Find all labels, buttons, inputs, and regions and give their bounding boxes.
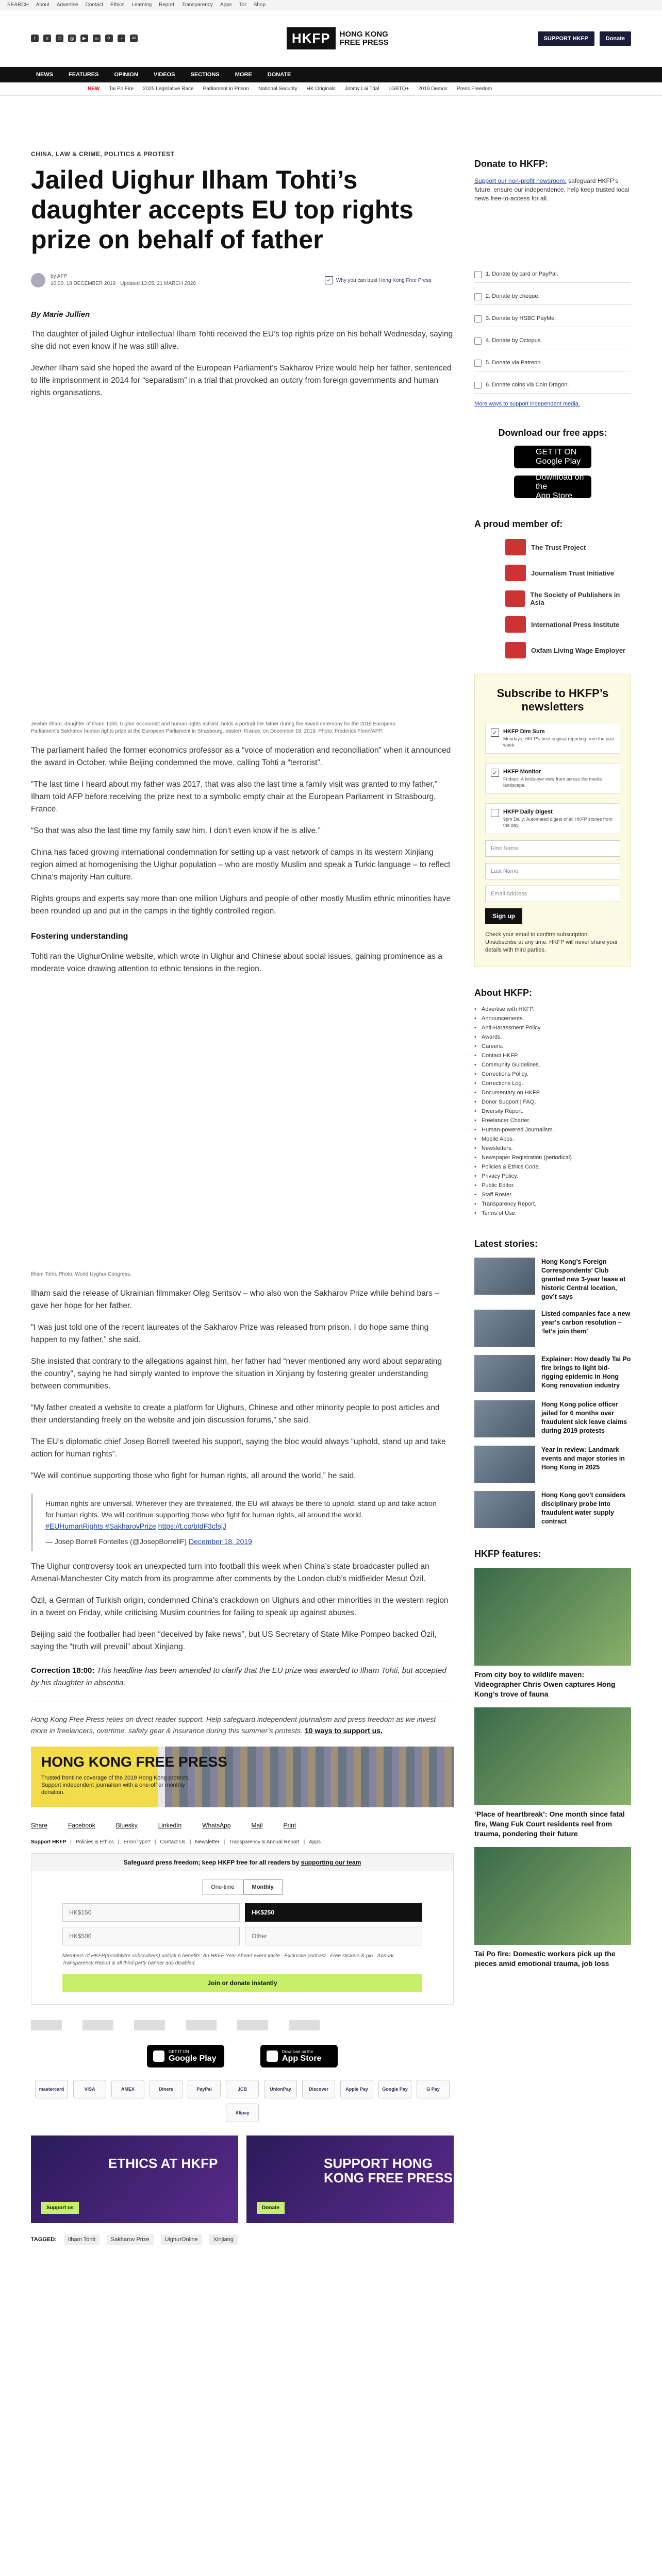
frequency-toggle xyxy=(62,1879,422,1895)
story-title: Explainer: How deadly Tai Po fire brings to light bid-rigging epidemic in Hong Kong renovation industry xyxy=(541,1355,631,1389)
about-link[interactable]: • Mobile Apps. xyxy=(474,1134,631,1144)
tag[interactable]: UighurOnline xyxy=(161,2234,202,2245)
newsletter-desc: Mondays: HKFP’s best original reporting from the past week. xyxy=(503,736,615,748)
newsletter-signup xyxy=(474,674,631,967)
x-icon[interactable]: X xyxy=(43,35,51,42)
partner-logo xyxy=(134,2020,165,2030)
payment-method: UnionPay xyxy=(264,2080,297,2098)
google-play-badge[interactable] xyxy=(514,446,591,468)
trust-project-icon xyxy=(505,539,526,555)
tag[interactable]: Xinjiang xyxy=(209,2234,238,2245)
payment-method: G Pay xyxy=(417,2080,450,2098)
rss-icon[interactable]: ◔ xyxy=(118,35,125,42)
signup-button[interactable]: Sign up xyxy=(485,908,522,924)
story-title: Hong Kong gov’t considers disciplinary probe into fraudulent water supply contract xyxy=(541,1492,626,1525)
byline-author[interactable]: by AFP xyxy=(51,274,68,279)
facebook-icon[interactable]: f xyxy=(31,35,39,42)
embedded-tweet xyxy=(31,1494,454,1551)
apple-icon xyxy=(267,2050,278,2062)
donate-option[interactable]: 6. Donate coins via Coin Dragon. xyxy=(474,377,631,394)
donate-head-text: Safeguard press freedom; keep HKFP free for all readers by xyxy=(123,1859,300,1866)
partner-logo xyxy=(237,2020,268,2030)
member-benefits: Members of HKFP(monthly/or subscribers) unlock 6 benefits: An HKFP Year Ahead event invite · Exclusive podcast · Free stickers & pin · Annual Transparency Report & all third-party banner ads disabled. xyxy=(62,1953,393,1966)
paragraph: “We will continue supporting those who fight for human rights, all around the world,” he said. xyxy=(31,1471,356,1480)
nav-features[interactable]: FEATURES xyxy=(69,72,99,78)
feature-story[interactable] xyxy=(474,1568,631,1699)
trending-link[interactable]: Parliament in Prison xyxy=(203,86,250,92)
share-linkedin[interactable]: LinkedIn xyxy=(158,1822,182,1829)
payment-method: PayPal xyxy=(188,2080,221,2098)
newsletter-title: Subscribe to HKFP’s newsletters xyxy=(496,687,609,713)
membership-name: Oxfam Living Wage Employer xyxy=(531,646,626,654)
about-link[interactable]: • Anti-Harassment Policy. xyxy=(474,1023,631,1032)
topbar-about[interactable]: About xyxy=(36,2,49,8)
payment-method: Apple Pay xyxy=(340,2080,373,2098)
newsletter-option[interactable] xyxy=(485,723,620,754)
newsletter-name: HKFP Dim Sum xyxy=(503,728,545,735)
sopa-icon xyxy=(505,590,525,607)
support-note-text: Hong Kong Free Press relies on direct reader support. Help safeguard independent journalism and press freedom as we invest more in freelancers, overtime, safety gear & insurance during this summer’s protests. xyxy=(31,1715,436,1735)
sidebar-latest xyxy=(474,1239,631,1528)
paragraph: Tohti ran the UighurOnline website, which wrote in Uighur and Chinese about social issues, gaining prominence as a moderate voice drawing attention to ethnic tensions in the region. xyxy=(31,952,442,973)
page-body xyxy=(0,96,662,2245)
site-header xyxy=(0,10,662,67)
toggle-monthly[interactable]: Monthly xyxy=(243,1879,283,1895)
badge-large-text: Google Play xyxy=(169,2054,217,2063)
sidebar-heading: HKFP features: xyxy=(474,1549,541,1559)
last-name-input[interactable]: Last Name xyxy=(485,863,620,879)
support-banner[interactable] xyxy=(31,1747,454,1807)
payment-method: JCB xyxy=(226,2080,259,2098)
policy-link[interactable]: Transparency & Annual Report xyxy=(229,1839,300,1845)
join-donate-button[interactable]: Join or donate instantly xyxy=(62,1974,422,1992)
article-image-2 xyxy=(31,995,454,1268)
amount-option-other[interactable]: Other xyxy=(245,1927,422,1945)
paragraph: “The last time I heard about my father was 2017, that was also the last time a family visit was granted to my father,” Ilham told AFP before receiving the prize next to a symbolic empty chair at the European Parliament in Strasbourg, France. xyxy=(31,780,438,814)
paragraph: Özil, a German of Turkish origin, condemned China’s crackdown on Uighurs and other minorities in the western region in a tweet on Friday, while criticising Muslim countries for failing to speak up against abuses. xyxy=(31,1596,449,1617)
main-nav xyxy=(0,67,662,82)
tweet-url[interactable]: https://t.co/bIdF3cfsjJ xyxy=(158,1522,226,1530)
latest-story[interactable] xyxy=(474,1355,631,1392)
topbar-ethics[interactable]: Ethics xyxy=(110,2,125,8)
badge-small-text: GET IT ON xyxy=(536,448,577,456)
article-category[interactable]: CHINA, LAW & CRIME, POLITICS & PROTEST xyxy=(31,150,175,158)
promo-ethics[interactable] xyxy=(31,2136,238,2223)
trending-link[interactable]: National Security xyxy=(258,86,297,92)
share-label: Share xyxy=(31,1822,48,1829)
donate-lead-link[interactable]: Support our non-profit newsroom: xyxy=(474,177,567,184)
tweet-text: Human rights are universal. Wherever they are threatened, the EU will always be there to uphold, stand up and take action for human rights. We will continue supporting those who fight for human rights, all around the world. xyxy=(45,1499,437,1519)
feature-image xyxy=(474,1847,631,1945)
about-link[interactable]: • Corrections Policy. xyxy=(474,1070,631,1079)
share-print[interactable]: Print xyxy=(283,1822,296,1829)
newsletter-desc: Fridays: A birds-eye view from across the media landscape. xyxy=(503,776,602,788)
paragraph: Beijing said the footballer had been “deceived by fake news”, but US Secretary of State Mike Pompeo backed Özil, saying the “truth will prevail” about Xinjiang. xyxy=(31,1630,437,1651)
about-link[interactable]: • Privacy Policy. xyxy=(474,1172,631,1181)
author-avatar xyxy=(31,273,45,287)
about-link[interactable]: • Newspaper Registration (periodical). xyxy=(474,1153,631,1162)
feature-story[interactable] xyxy=(474,1847,631,1969)
article-title: Jailed Uighur Ilham Tohti’s daughter accepts EU top rights prize on behalf of father xyxy=(31,165,413,254)
membership-name: Journalism Trust Initiative xyxy=(531,569,615,577)
trust-link[interactable] xyxy=(325,276,432,284)
partner-logo xyxy=(186,2020,217,2030)
image-caption-2: Ilham Tohti. Photo: World Uyghur Congress. xyxy=(31,1272,131,1277)
paragraph: “I was just told one of the recent laureates of the Sakharov Prize was released from prison. I do hope same thing happen to my father,” she said. xyxy=(31,1323,429,1344)
payment-method: mastercard xyxy=(35,2080,68,2098)
about-link[interactable]: • Corrections Log. xyxy=(474,1079,631,1088)
jti-icon xyxy=(505,565,526,581)
telegram-icon[interactable]: ✈ xyxy=(105,35,113,42)
donate-button[interactable]: Donate xyxy=(600,31,631,46)
paragraph: She insisted that contrary to the allegations against him, her father had “never mentioned any word about separating the country”, saying he had simply wanted to improve the situation in Xinjiang by fostering greater understanding between communities. xyxy=(31,1357,442,1391)
badge-large-text: App Store xyxy=(536,492,573,500)
donate-option[interactable]: 4. Donate by Octopus. xyxy=(474,332,631,349)
app-badges xyxy=(31,2045,454,2067)
about-link[interactable]: • Staff Roster. xyxy=(474,1190,631,1199)
story-thumbnail xyxy=(474,1491,535,1528)
share-whatsapp[interactable]: WhatsApp xyxy=(202,1822,231,1829)
badge-small-text: Download on the xyxy=(536,473,584,491)
latest-story[interactable] xyxy=(474,1446,631,1483)
story-thumbnail xyxy=(474,1258,535,1295)
image-caption-1: Jewher Ilham, daughter of Ilham Tohti, Uighur economist and human rights activist, holds a portrait her father during the award ceremony for the 2019 European Parliament’s Sakharov human rights prize at the European Parliament in Strasbourg, eastern France, on December 18, 2019. Photo: Frederick Florin/AFP. xyxy=(31,721,395,734)
google-play-badge[interactable] xyxy=(147,2045,224,2067)
policy-link[interactable]: Apps xyxy=(309,1839,321,1845)
checkbox-checked-icon[interactable]: ✓ xyxy=(491,728,499,737)
donate-lead xyxy=(474,177,631,203)
latest-story[interactable] xyxy=(474,1400,631,1437)
tweet-links xyxy=(45,1520,441,1532)
donate-option[interactable]: 3. Donate by HSBC PayMe. xyxy=(474,310,631,327)
policy-links: Support HKFP | Policies & Ethics | Error/Typo? | Contact Us | Newsletter | Transparency & Annual Report | Apps xyxy=(31,1839,321,1845)
donate-option[interactable]: 2. Donate by cheque. xyxy=(474,288,631,305)
story-thumbnail xyxy=(474,1310,535,1347)
topbar-apps[interactable]: Apps xyxy=(220,2,232,8)
trending-link[interactable]: 2019 Demos xyxy=(418,86,448,92)
shield-icon: ✓ xyxy=(325,276,333,284)
feature-image xyxy=(474,1568,631,1666)
paragraph: The parliament hailed the former economics professor as a “voice of moderation and reconciliation” when it announced the award in October, while Beijing condemned the move, calling Tohti a “terrorist”. xyxy=(31,746,451,767)
site-logo[interactable] xyxy=(287,27,389,49)
policy-link[interactable]: Contact Us xyxy=(160,1839,186,1845)
email-input[interactable]: Email Address xyxy=(485,886,620,902)
email-icon[interactable]: ✉ xyxy=(130,35,138,42)
payment-method: VISA xyxy=(73,2080,106,2098)
amount-option[interactable]: HK$150 xyxy=(62,1903,240,1922)
about-link[interactable]: • Terms of Use. xyxy=(474,1209,631,1218)
sidebar-features xyxy=(474,1549,631,1969)
about-link[interactable]: • Awards. xyxy=(474,1032,631,1042)
nav-donate[interactable]: DONATE xyxy=(267,72,291,78)
search-link[interactable]: SEARCH xyxy=(7,2,29,8)
feature-title: ‘Place of heartbreak’: One month since fatal fire, Wang Fuk Court residents reel from trauma, pondering their future xyxy=(474,1810,625,1838)
donate-widget-body xyxy=(31,1871,453,2004)
story-title: Hong Kong’s Foreign Correspondents’ Club granted new 3-year lease at historic Central location, gov’t says xyxy=(541,1258,626,1300)
latest-story[interactable] xyxy=(474,1310,631,1347)
partner-logo xyxy=(31,2020,62,2030)
about-link[interactable]: • Announcements. xyxy=(474,1014,631,1023)
feature-story[interactable] xyxy=(474,1707,631,1839)
newsletter-desc: 9pm Daily: Automated digest of all HKFP stories from the day. xyxy=(503,817,613,828)
share-mail[interactable]: Mail xyxy=(251,1822,263,1829)
policy-link[interactable]: Error/Typo? xyxy=(123,1839,151,1845)
logo-line-1: HONG KONG xyxy=(339,29,388,39)
top-utility-bar xyxy=(0,0,662,10)
tag[interactable]: Ilham Tohti xyxy=(64,2234,100,2245)
paragraph: Rights groups and experts say more than one million Uighurs and people of other mostly Muslim ethnic minorities have been rounded up and put in the camps in the tightly controlled region. xyxy=(31,894,451,916)
partner-logo xyxy=(82,2020,113,2030)
app-store-badge[interactable] xyxy=(514,473,591,500)
feature-title: Tai Po fire: Domestic workers pick up the pieces amid emotional trauma, job loss xyxy=(474,1950,616,1968)
paragraph: China has faced growing international condemnation for setting up a vast network of camps in its western Xinjiang region aimed at homogenising the Uighur population – who are mostly Muslim and speak a Turkic language – to reflect China’s majority Han culture. xyxy=(31,848,451,882)
sidebar-donate xyxy=(474,159,631,407)
promo-title: SUPPORT HONG KONG FREE PRESS xyxy=(324,2156,453,2185)
promo-support[interactable] xyxy=(246,2136,454,2223)
tag[interactable]: Sakharov Prize xyxy=(107,2234,154,2245)
sidebar-heading: A proud member of: xyxy=(474,519,563,529)
topbar-advertise[interactable]: Advertise xyxy=(56,2,78,8)
checkbox-checked-icon[interactable]: ✓ xyxy=(491,769,499,777)
threads-icon[interactable]: @ xyxy=(68,35,76,42)
about-link[interactable]: • Donor Support | FAQ. xyxy=(474,1097,631,1107)
trending-link[interactable]: Jimmy Lai Trial xyxy=(344,86,379,92)
about-link[interactable]: • Freelancer Charter. xyxy=(474,1116,631,1125)
byline-dates: 10:00, 18 DECEMBER 2019 · Updated 13:05, 21 MARCH 2020 xyxy=(51,281,196,286)
nav-opinion[interactable]: OPINION xyxy=(114,72,138,78)
payment-method: AMEX xyxy=(111,2080,144,2098)
newsletter-name: HKFP Daily Digest xyxy=(503,809,553,815)
byline-meta xyxy=(51,273,196,287)
tweet-hashtags[interactable]: #EUHumanRights #SakharovPrize xyxy=(45,1522,156,1530)
donate-image xyxy=(474,209,631,261)
about-link[interactable]: • Newsletters. xyxy=(474,1144,631,1153)
newsletter-name: HKFP Monitor xyxy=(503,769,541,775)
newsletter-option[interactable] xyxy=(485,763,620,794)
about-link[interactable]: • Community Guidelines. xyxy=(474,1060,631,1070)
paragraph: The EU’s diplomatic chief Josep Borrell tweeted his support, saying the bloc would always “uphold, stand up and take action for human rights”. xyxy=(31,1437,446,1459)
about-link[interactable]: • Careers. xyxy=(474,1042,631,1051)
latest-story[interactable] xyxy=(474,1491,631,1528)
trending-link[interactable]: Tai Po Fire xyxy=(109,86,134,92)
nav-news[interactable]: NEWS xyxy=(36,72,53,78)
correction-text: This headline has been amended to clarify that the EU prize was awarded to Ilham Tohti, but accepted by his daughter in absentia. xyxy=(31,1666,446,1687)
payment-method: Discover xyxy=(302,2080,335,2098)
donate-option[interactable]: 5. Donate via Patreon. xyxy=(474,354,631,371)
banner-subtitle: Trusted frontline coverage of the 2019 Hong Kong protests. Support independent journalism with a one-off or monthly donation. xyxy=(41,1775,190,1795)
story-title: Year in review: Landmark events and major stories in Hong Kong in 2025 xyxy=(541,1446,625,1471)
checkbox-icon[interactable] xyxy=(491,809,499,817)
membership-name: International Press Institute xyxy=(531,620,620,629)
trending-link[interactable]: Press Freedom xyxy=(456,86,492,92)
about-link[interactable]: • Human-powered Journalism. xyxy=(474,1125,631,1134)
paragraph: Jewher Ilham said she hoped the award of the European Parliament’s Sakharov Prize would help her father, sentenced to life imprisonment in 2014 for “separatism” in a trial that provoked an outcry from foreign governments and human rights organisations. xyxy=(31,364,452,397)
about-link[interactable]: • Diversity Report. xyxy=(474,1107,631,1116)
donate-widget xyxy=(31,1853,454,2005)
toggle-one-time[interactable]: One-time xyxy=(202,1879,243,1895)
topbar-transparency[interactable]: Transparency xyxy=(181,2,213,8)
story-thumbnail xyxy=(474,1355,535,1392)
new-label: NEW xyxy=(88,86,100,92)
tags-label: TAGGED: xyxy=(31,2236,57,2243)
amount-option[interactable]: HK$500 xyxy=(62,1927,240,1945)
topbar-contact[interactable]: Contact xyxy=(85,2,103,8)
tweet-attribution xyxy=(45,1536,441,1547)
amount-option-selected[interactable]: HK$250 xyxy=(245,1903,422,1922)
payment-method: Alipay xyxy=(226,2104,259,2122)
membership-logo[interactable] xyxy=(474,642,631,658)
ipi-icon xyxy=(505,616,526,633)
tweet-author: — Josep Borrell Fontelles (@JosepBorrellF) xyxy=(45,1537,187,1546)
membership-logo[interactable] xyxy=(474,565,631,581)
social-icons xyxy=(31,35,138,42)
membership-logo[interactable] xyxy=(474,616,631,633)
payment-methods xyxy=(31,2080,454,2122)
newsletter-note: Check your email to confirm subscription. Unsubscribe at any time. HKFP will never share your details with third parties. xyxy=(485,931,618,953)
donate-head-link[interactable]: supporting our team xyxy=(301,1859,361,1866)
promo-banners xyxy=(31,2136,454,2223)
article-author: By Marie Jullien xyxy=(31,310,90,319)
partner-logos xyxy=(31,2020,454,2030)
support-hkfp-button[interactable]: SUPPORT HKFP xyxy=(538,31,594,46)
correction-label: Correction 18:00: xyxy=(31,1666,95,1675)
logo-line-2: FREE PRESS xyxy=(339,38,389,47)
sidebar-heading: Latest stories: xyxy=(474,1239,538,1249)
subheading: Fostering understanding xyxy=(31,932,128,941)
partner-logo xyxy=(289,2020,320,2030)
story-thumbnail xyxy=(474,1446,535,1483)
feature-title: From city boy to wildlife maven: Videographer Chris Owen captures Hong Kong’s trove of fauna xyxy=(474,1670,616,1698)
topbar-tor[interactable]: Tor xyxy=(239,2,246,8)
first-name-input[interactable]: First Name xyxy=(485,840,620,857)
banner-title: HONG KONG FREE PRESS xyxy=(41,1754,227,1770)
membership-name: The Trust Project xyxy=(531,543,586,551)
share-facebook[interactable]: Facebook xyxy=(68,1822,95,1829)
badge-large-text: Google Play xyxy=(536,457,581,466)
sidebar-memberships xyxy=(474,519,631,658)
story-title: Hong Kong police officer jailed for 6 months over fraudulent sick leave claims during 2019 protests xyxy=(541,1401,627,1434)
trending-link[interactable]: LGBTQ+ xyxy=(388,86,409,92)
more-ways-link[interactable]: More ways to support independent media. xyxy=(474,401,580,407)
about-link[interactable]: • Transparency Report. xyxy=(474,1199,631,1209)
play-store-icon xyxy=(153,2050,164,2062)
about-link[interactable]: • Public Editor. xyxy=(474,1181,631,1190)
sidebar-heading: Download our free apps: xyxy=(498,428,607,438)
promo-cta[interactable]: Donate xyxy=(257,2202,285,2214)
paragraph: “My father created a website to create a platform for Uighurs, Chinese and other minority people to post articles and their understanding freely on the website and join discussion forums,” she said. xyxy=(31,1403,440,1425)
paragraph: The daughter of jailed Uighur intellectual Ilham Tohti received the EU’s top rights prize on his behalf Wednesday, saying she did not even know if he was still alive. xyxy=(31,330,453,351)
youtube-icon[interactable]: ▶ xyxy=(80,35,88,42)
payment-method: Diners xyxy=(150,2080,183,2098)
tweet-date[interactable]: December 18, 2019 xyxy=(188,1537,252,1546)
logo-mark: HKFP xyxy=(287,27,336,49)
amount-options xyxy=(62,1903,422,1945)
story-thumbnail xyxy=(474,1400,535,1437)
badge-small-text: Download on the xyxy=(282,2049,313,2054)
correction-note xyxy=(31,1665,454,1689)
trust-link-label: Why you can trust Hong Kong Free Press xyxy=(336,277,432,283)
about-list xyxy=(474,1005,631,1218)
sidebar-apps xyxy=(474,428,631,498)
topbar-report[interactable]: Report xyxy=(159,2,175,8)
trending-link[interactable]: HK Originals xyxy=(306,86,336,92)
membership-name: The Society of Publishers in Asia xyxy=(530,591,620,606)
donate-option[interactable]: 1. Donate by card or PayPal. xyxy=(474,266,631,283)
about-link[interactable]: • Advertise with HKFP. xyxy=(474,1005,631,1014)
share-bluesky[interactable]: Bluesky xyxy=(115,1822,138,1829)
header-actions xyxy=(538,31,631,46)
nav-videos[interactable]: VIDEOS xyxy=(153,72,175,78)
topbar-shop[interactable]: Shop xyxy=(253,2,266,8)
support-note xyxy=(31,1714,454,1736)
paragraph: “So that was also the last time my family saw him. I don’t even know if he is alive.” xyxy=(31,826,321,835)
donate-widget-head xyxy=(31,1854,453,1871)
sidebar xyxy=(474,96,631,2245)
article-column xyxy=(31,96,454,2245)
story-title: Listed companies face a new year’s carbon resolution – ‘let’s join them’ xyxy=(541,1310,631,1335)
trending-link[interactable]: 2025 Legislative Race xyxy=(143,86,194,92)
payment-method: Google Pay xyxy=(378,2080,411,2098)
badge-large-text: App Store xyxy=(282,2054,322,2063)
support-note-link[interactable]: 10 ways to support us. xyxy=(304,1726,383,1735)
latest-story[interactable] xyxy=(474,1258,631,1301)
sidebar-about xyxy=(474,988,631,1218)
membership-logo[interactable] xyxy=(474,590,631,607)
article-image-1 xyxy=(31,419,454,718)
about-link[interactable]: • Documentary on HKFP. xyxy=(474,1088,631,1097)
trending-nav xyxy=(0,82,662,96)
about-link[interactable]: • Policies & Ethics Code. xyxy=(474,1162,631,1172)
nav-sections[interactable]: SECTIONS xyxy=(190,72,220,78)
policy-link[interactable]: Newsletter xyxy=(195,1839,220,1845)
sidebar-heading: About HKFP: xyxy=(474,988,532,998)
instagram-icon[interactable]: ◎ xyxy=(56,35,63,42)
promo-cta[interactable]: Support us xyxy=(41,2202,79,2214)
topbar-learning[interactable]: Learning xyxy=(131,2,152,8)
newsletter-option[interactable] xyxy=(485,803,620,834)
donate-lead-text: safeguard HKFP’s future, ensure our independence, help keep trusted local news free-to-access for all. xyxy=(474,177,630,202)
linkedin-icon[interactable]: in xyxy=(93,35,101,42)
policy-link[interactable]: Policies & Ethics xyxy=(75,1839,114,1845)
logo-wordmark xyxy=(340,30,389,47)
byline xyxy=(31,273,454,287)
membership-logo[interactable] xyxy=(474,539,631,555)
sidebar-heading: Donate to HKFP: xyxy=(474,159,548,169)
article-tags xyxy=(31,2234,454,2245)
nav-more[interactable]: MORE xyxy=(235,72,252,78)
paragraph: Ilham said the release of Ukrainian filmmaker Oleg Sentsov – who also won the Sakharov Prize while behind bars – gave her hope for her father. xyxy=(31,1289,439,1310)
policy-support[interactable]: Support HKFP xyxy=(31,1839,67,1845)
oxfam-icon xyxy=(505,642,526,658)
app-store-badge[interactable] xyxy=(260,2045,338,2067)
badge-small-text: GET IT ON xyxy=(169,2049,189,2054)
promo-title: ETHICS AT HKFP xyxy=(108,2156,218,2171)
about-link[interactable]: • Contact HKFP. xyxy=(474,1051,631,1060)
paragraph: The Uighur controversy took an unexpected turn into football this week when China’s state broadcaster pulled an Arsenal-Manchester City match from its programme after comments by the London club’s midfielder Mesut Özil. xyxy=(31,1562,429,1583)
feature-image xyxy=(474,1707,631,1805)
share-links xyxy=(31,1822,454,1829)
